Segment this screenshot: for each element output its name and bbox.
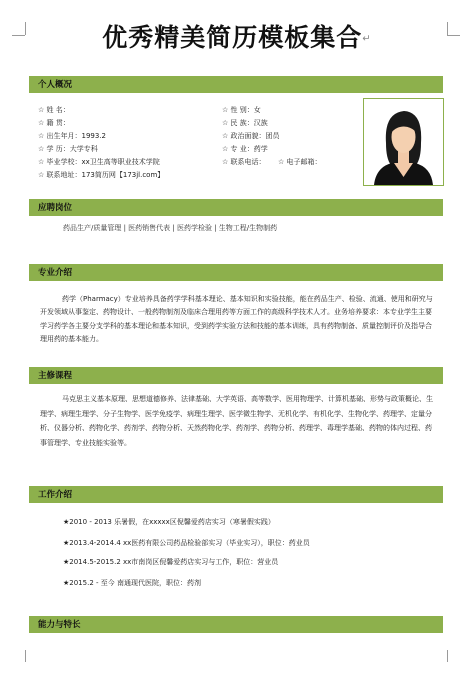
field-email: ☆ 电子邮箱： xyxy=(278,158,322,166)
courses-description: 马克思主义基本原理、思想道德修养、法律基础、大学英语、高等数学、医用物理学、计算机基础、形势与政策概论、生理学、病理生理学、分子生物学、医学免疫学、病理生理学、医学微生物学、无机化学、有机化学、生物化学、药理学、定量分析、仪器分析、药物化学、药剂学、药物分析、天然药物化学、药剂学、药物分析、药理学、毒理学基础、药物的体内过程、药事管理学、专业技能实验等。 xyxy=(40,395,433,447)
section-title-experience: 工作介绍 xyxy=(38,490,73,500)
section-bar-objective xyxy=(29,199,443,216)
field-education: ☆ 学 历：大学专科 xyxy=(38,145,98,153)
section-bar-skills xyxy=(29,616,443,633)
section-title-major: 专业介绍 xyxy=(38,268,73,278)
field-birth: ☆ 出生年月：1993.2 xyxy=(38,132,106,140)
field-origin: ☆ 籍 贯： xyxy=(38,119,70,127)
section-bar-experience xyxy=(29,486,443,503)
section-bar-courses xyxy=(29,367,443,384)
avatar-icon xyxy=(364,99,443,185)
objective-list: 药品生产/质量管理 | 医药销售代表 | 医药学检验 | 生物工程/生物制药 xyxy=(63,224,278,232)
section-title-personal: 个人概况 xyxy=(38,80,73,90)
major-description: 药学（Pharmacy）专业培养具备药学学科基本理论、基本知识和实验技能，能在药品生产、检验、流通、使用和研究与开发领域从事鉴定、药物设计、一般药物制剂及临床合理用药等方面工作的高级科学技术人才。业务培养要求：本专业学生主要学习药学各主要分支学科的基本理论和基本知识，受到药学实验方法和技能的基本训练，具有药物制备、质量控制评价及指导合理用药的基本能力。 xyxy=(40,295,433,343)
field-ethnicity: ☆ 民 族：汉族 xyxy=(222,119,268,127)
crop-mark-bottom-right xyxy=(447,650,448,662)
profile-photo xyxy=(363,98,444,186)
section-title-courses: 主修课程 xyxy=(38,371,73,381)
field-name: ☆ 姓 名： xyxy=(38,106,70,114)
section-title-objective: 应聘岗位 xyxy=(38,203,73,213)
section-title-skills: 能力与特长 xyxy=(38,620,81,630)
section-bar-personal xyxy=(29,76,443,93)
experience-item: ★2010 - 2013 乐暑假，在xxxxx区倪馨爱药店实习（寒暑假实践） xyxy=(63,518,275,526)
field-address: ☆ 联系地址：173简历网【173jl.com】 xyxy=(38,171,165,179)
experience-item: ★2015.2 - 至今 南通现代医院，职位：药剂 xyxy=(63,579,201,587)
field-phone: ☆ 联系电话： xyxy=(222,158,266,166)
experience-item: ★2014.5-2015.2 xx市南岗区倪馨爱药店实习与工作，职位：营业员 xyxy=(63,558,279,566)
field-specialty: ☆ 专 业：药学 xyxy=(222,145,268,153)
page-title: 优秀精美简历模板集合↵ xyxy=(102,23,372,52)
section-bar-major xyxy=(29,264,443,281)
crop-mark-bottom-left xyxy=(25,650,26,662)
experience-item: ★2013.4-2014.4 xx医药有限公司药品检验部实习（毕业实习），职位：药业员 xyxy=(63,539,310,547)
field-gender: ☆ 性 别：女 xyxy=(222,106,261,114)
field-school: ☆ 毕业学校：xx卫生高等职业技术学院 xyxy=(38,158,160,166)
field-political: ☆ 政治面貌：团员 xyxy=(222,132,280,140)
